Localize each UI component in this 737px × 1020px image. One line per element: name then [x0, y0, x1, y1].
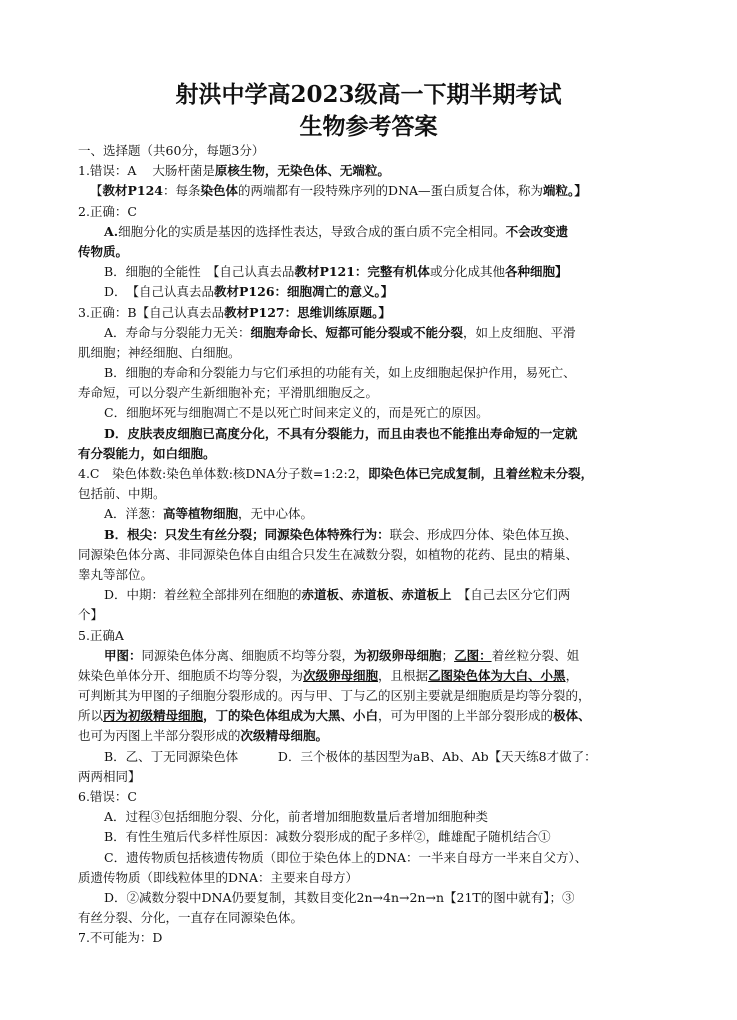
- q5-bold: 极体、: [553, 708, 591, 724]
- q4-option-d-cont: 个】: [78, 607, 104, 623]
- q2-answer: 2.正确：C: [78, 203, 137, 219]
- q6-option-c: C．遗传物质包括核遗传物质（即位于染色体上的DNA：一半来自母方一半来自父方）、: [104, 849, 588, 865]
- q4-option-a: [78, 504, 665, 524]
- q5-text: 同源染色体分离、细胞质不均等分裂，: [141, 647, 355, 663]
- q5-answer: 5.正确A: [78, 627, 124, 643]
- answer-body: [78, 141, 665, 949]
- q4-d-text2: 【自己去区分它们两: [451, 587, 571, 603]
- q6-option-c-cont: 质遗传物质（即线粒体里的DNA：主要来自母方）: [78, 869, 358, 885]
- q6-option-a: A．过程③包括细胞分裂、分化，前者增加细胞数量后者增加细胞种类: [104, 809, 489, 825]
- q2-option-a-cont: 传物质。: [78, 243, 129, 259]
- q1-note: [78, 181, 665, 201]
- q4-head-bold: 即染色体已完成复制，且着丝粒未分裂，: [368, 466, 594, 481]
- q5-bold: 次级卵母细胞: [303, 667, 379, 683]
- q6-answer: 6.错误：C: [78, 789, 137, 804]
- bracket: 】: [574, 183, 587, 199]
- q1-note-text2: 的两端都有一段特殊序列的DNA—蛋白质复合体，称为: [238, 183, 544, 199]
- page-title: 射洪中学高2023级高一下期半期考试: [175, 81, 562, 108]
- q3-option-d-cont: 有分裂能力，如白细胞。: [78, 445, 216, 461]
- q5-text: ；: [441, 647, 455, 663]
- q5-fig-label: 甲图：: [104, 647, 142, 663]
- q3-head-bold: 教材P127：思维训练原题。】: [224, 304, 391, 320]
- q3-option-b: B．细胞的寿命和分裂能力与它们承担的功能有关，如上皮细胞起保护作用，易死亡、: [104, 365, 576, 381]
- q5-text: ，: [565, 667, 579, 683]
- q2-option-d: [78, 282, 665, 302]
- q5-option-d: D．三个极体的基因型为aB、Ab、Ab【天天练8才做了：: [277, 748, 597, 764]
- q6-option-d: D．②减数分裂中DNA仍要复制，其数目变化2n→4n→2n→n【21T的图中就有】；③: [104, 889, 575, 905]
- q2-d-text: D． 【自己认真去品: [104, 284, 215, 300]
- q2-b-bold: 教材P121：完整有机体: [294, 264, 430, 280]
- q5-bold: 乙图染色体为大白、小黑: [428, 667, 566, 683]
- q1-note-bold: 染色体: [200, 183, 239, 199]
- q1-answer: [78, 161, 665, 181]
- option-label: A.: [104, 223, 119, 239]
- q5-bold: 丙为初级精母细胞: [103, 708, 204, 724]
- q5-text: ，且根据: [378, 667, 429, 683]
- q5-bold: 为初级卵母细胞: [354, 647, 442, 663]
- q5-option-b: B．乙、丁无同源染色体: [104, 748, 239, 764]
- q2-a-text: 细胞分化的实质是基因的选择性表达，导致合成的蛋白质不完全相同。: [118, 223, 506, 239]
- q2-b-bold2: 各种细胞】: [504, 264, 568, 280]
- q5-text: 也可为丙图上半部分裂形成的: [78, 728, 241, 744]
- q3-option-b-cont: 寿命短，可以分裂产生新细胞补充；平滑肌细胞反之。: [78, 385, 379, 401]
- q4-answer: [78, 464, 665, 484]
- q1-note-ref: 教材P124: [102, 183, 164, 199]
- q1-note-text: ：每条: [163, 183, 201, 199]
- q3-option-c: C．细胞坏死与细胞凋亡不是以死亡时间来定义的，而是死亡的原因。: [104, 405, 489, 421]
- q5-fig-label: 乙图：: [454, 647, 492, 663]
- q3-option-a-cont: 肌细胞；神经细胞、白细胞。: [78, 344, 241, 360]
- q3-a-text2: ，如上皮细胞、平滑: [463, 324, 576, 340]
- q5-bold: 次级精母细胞。: [240, 728, 329, 744]
- q1-text: 大肠杆菌是: [152, 163, 215, 179]
- q4-option-b-cont: 同源染色体分离、非同源染色体自由组合只发生在减数分裂，如植物的花药、昆虫的精巢、: [78, 546, 579, 562]
- q1-head: 1.错误：A: [78, 163, 137, 179]
- q2-b-text2: 或分化成其他: [429, 264, 505, 280]
- q3-head: 3.正确：B【自己认真去品: [78, 304, 225, 320]
- q4-a-text2: ，无中心体。: [238, 506, 314, 522]
- q6-option-b: B．有性生殖后代多样性原因：减数分裂形成的配子多样②，雌雄配子随机结合①: [104, 829, 551, 845]
- q1-note-term: 端粒。: [543, 183, 575, 199]
- q3-answer: [78, 303, 665, 323]
- q2-a-bold: 不会改变遗: [505, 223, 569, 239]
- q5-option-d-cont: 两两相同】: [78, 768, 141, 784]
- q2-b-text: B．细胞的全能性 【自己认真去品: [104, 264, 295, 280]
- q5-line-3: 可判断其为甲图的子细胞分裂形成的。丙与甲、丁与乙的区别主要就是细胞质是均等分裂的，: [78, 688, 591, 704]
- q4-option-b-cont2: 睾丸等部位。: [78, 566, 154, 582]
- q4-a-bold: 高等植物细胞: [163, 506, 239, 522]
- q5-bold: ，丁的染色体组成为大黑、小白: [203, 708, 379, 724]
- q5-text: 妹染色单体分开、细胞质不均等分裂，为: [78, 667, 304, 683]
- q4-option-b: [78, 525, 665, 545]
- q4-answer-cont: 包括前、中期。: [78, 486, 166, 502]
- q5-options-bd: [78, 747, 665, 767]
- q4-b-bold: B．根尖：只发生有丝分裂；同源染色体特殊行为：: [104, 526, 390, 542]
- q7-answer: 7.不可能为：D: [78, 930, 163, 946]
- q5-line-5: [78, 726, 665, 746]
- section-heading: 一、选择题（共60分，每题3分）: [78, 143, 265, 158]
- q3-option-a: [78, 323, 665, 343]
- q2-option-b: [78, 262, 665, 282]
- q5-line-2: [78, 666, 665, 686]
- q5-line-1: [78, 646, 665, 666]
- q4-head: 4.C 染色体数:染色单体数:核DNA分子数=1:2:2，: [78, 466, 369, 481]
- q4-b-text: 联会、形成四分体、染色体互换、: [389, 526, 578, 542]
- q2-d-bold: 教材P126：细胞凋亡的意义。】: [214, 284, 394, 300]
- q4-d-text: D．中期：着丝粒全部排列在细胞的: [104, 587, 302, 603]
- q3-a-text: A．寿命与分裂能力无关：: [104, 324, 251, 340]
- q1-bold: 原核生物，无染色体、无端粒。: [214, 163, 390, 179]
- q6-option-d-cont: 有丝分裂、分化，一直存在同源染色体。: [78, 910, 304, 926]
- q5-line-4: [78, 706, 665, 726]
- page-subtitle: 生物参考答案: [299, 113, 438, 140]
- q4-a-text: A．洋葱：: [104, 506, 164, 522]
- q5-text: 着丝粒分裂、姐: [491, 647, 580, 663]
- q3-option-d: D．皮肤表皮细胞已高度分化，不具有分裂能力，而且由表也不能推出寿命短的一定就: [104, 425, 578, 441]
- q5-text: 所以: [78, 708, 104, 724]
- q4-d-bold: 赤道板、赤道板、赤道板上: [301, 587, 452, 603]
- q2-option-a: [78, 222, 665, 242]
- q4-option-d: [78, 585, 665, 605]
- bracket: 【: [90, 183, 103, 199]
- q5-text: ，可为甲图的上半部分裂形成的: [378, 708, 554, 724]
- q3-a-bold: 细胞寿命长、短都可能分裂或不能分裂: [250, 324, 464, 340]
